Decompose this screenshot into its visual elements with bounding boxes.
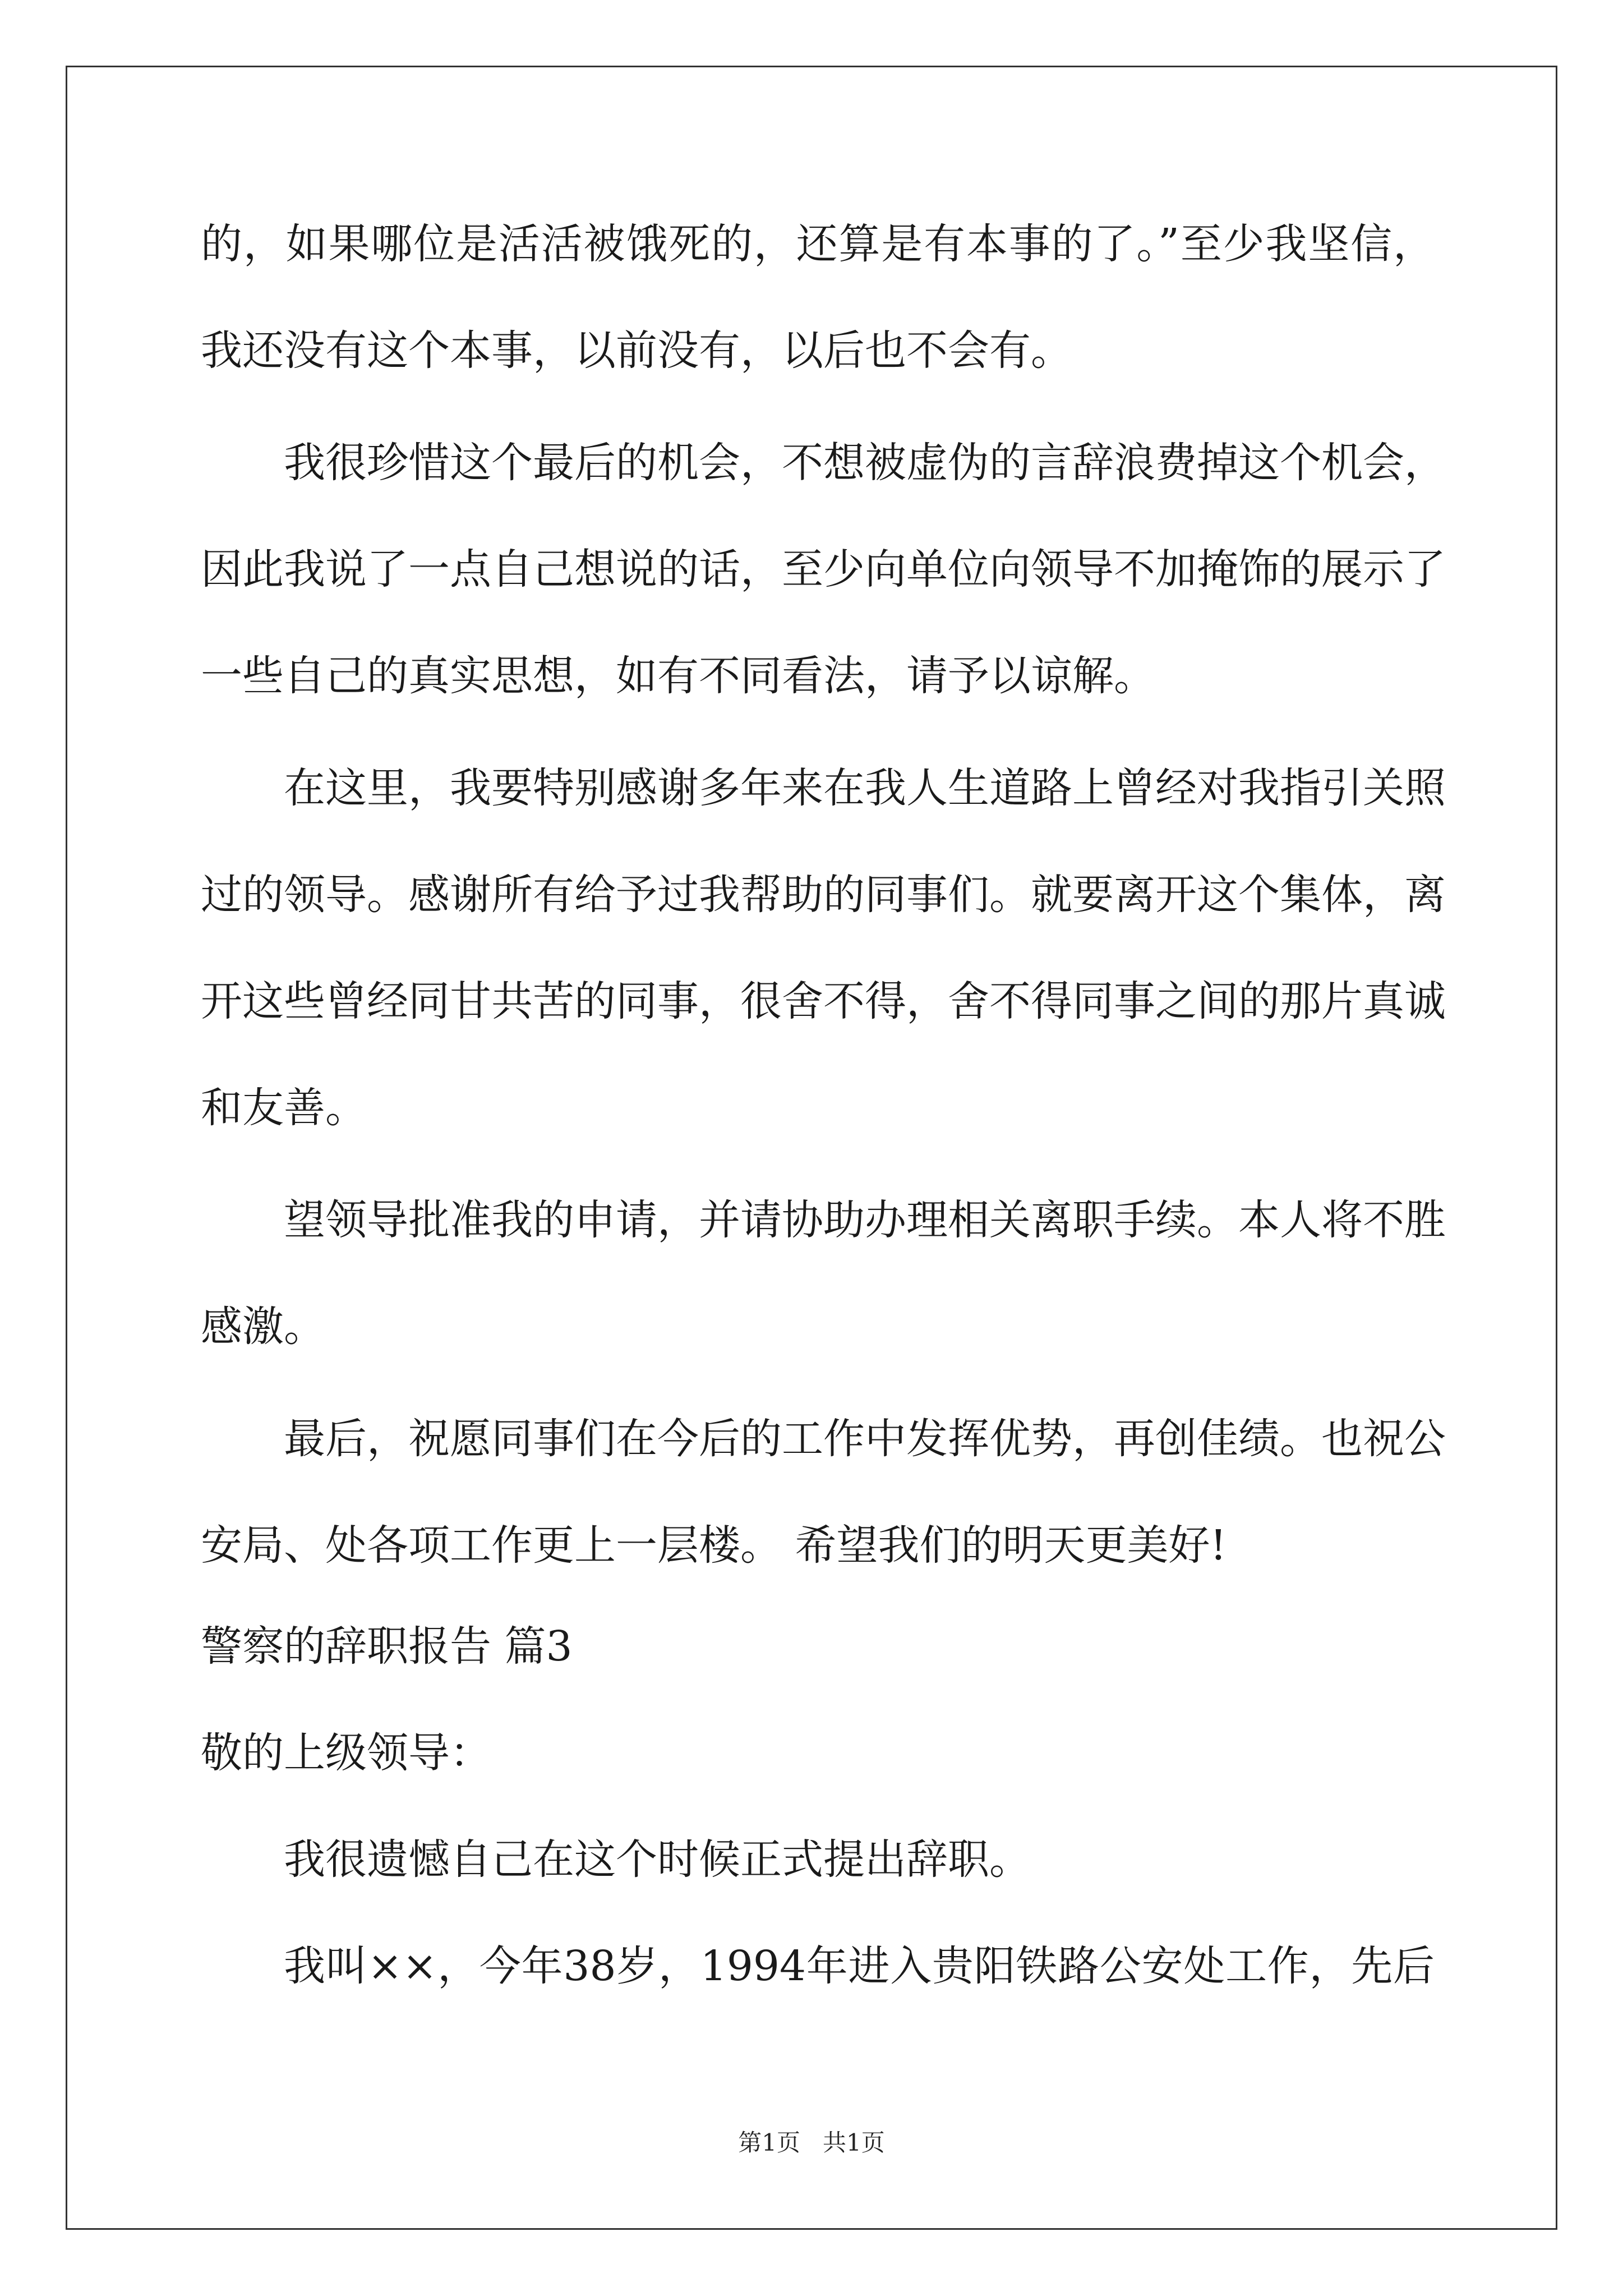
text-line: 的，如果哪位是活活被饿死的，还算是有本事的了。”至少我坚信， xyxy=(201,220,1435,268)
paragraph-start-line: 望领导批准我的申请，并请协助办理相关离职手续。本人将不胜 xyxy=(284,1196,1446,1244)
text-line: 感激。 xyxy=(201,1303,325,1351)
paragraph-start-line: 我叫××，今年38岁，1994年进入贵阳铁路公安处工作，先后 xyxy=(284,1942,1435,1990)
paragraph-start-line: 最后，祝愿同事们在今后的工作中发挥优势，再创佳绩。也祝公 xyxy=(284,1415,1446,1463)
text-line: 安局、处各项工作更上一层楼。 希望我们的明天更美好! xyxy=(201,1521,1227,1570)
text-line: 和友善。 xyxy=(201,1084,367,1132)
paragraph-start-line: 我很珍惜这个最后的机会，不想被虚伪的言辞浪费掉这个机会， xyxy=(284,439,1446,487)
page-border xyxy=(66,66,1557,2230)
salutation: 敬的上级领导： xyxy=(201,1729,491,1777)
text-line: 我还没有这个本事，以前没有，以后也不会有。 xyxy=(201,326,1072,375)
text-line: 一些自己的真实思想，如有不同看法，请予以谅解。 xyxy=(201,652,1155,700)
section-heading: 警察的辞职报告 篇3 xyxy=(201,1622,573,1671)
text-line: 因此我说了一点自己想说的话，至少向单位向领导不加掩饰的展示了 xyxy=(201,545,1446,593)
paragraph-start-line: 在这里，我要特别感谢多年来在我人生道路上曾经对我指引关照 xyxy=(284,764,1446,812)
text-line: 过的领导。感谢所有给予过我帮助的同事们。就要离开这个集体，离 xyxy=(201,871,1446,919)
paragraph-start-line: 我很遗憾自己在这个时候正式提出辞职。 xyxy=(284,1835,1031,1884)
page-footer: 第1页 共1页 xyxy=(738,2129,885,2156)
text-line: 开这些曾经同甘共苦的同事，很舍不得，舍不得同事之间的那片真诚 xyxy=(201,977,1446,1025)
